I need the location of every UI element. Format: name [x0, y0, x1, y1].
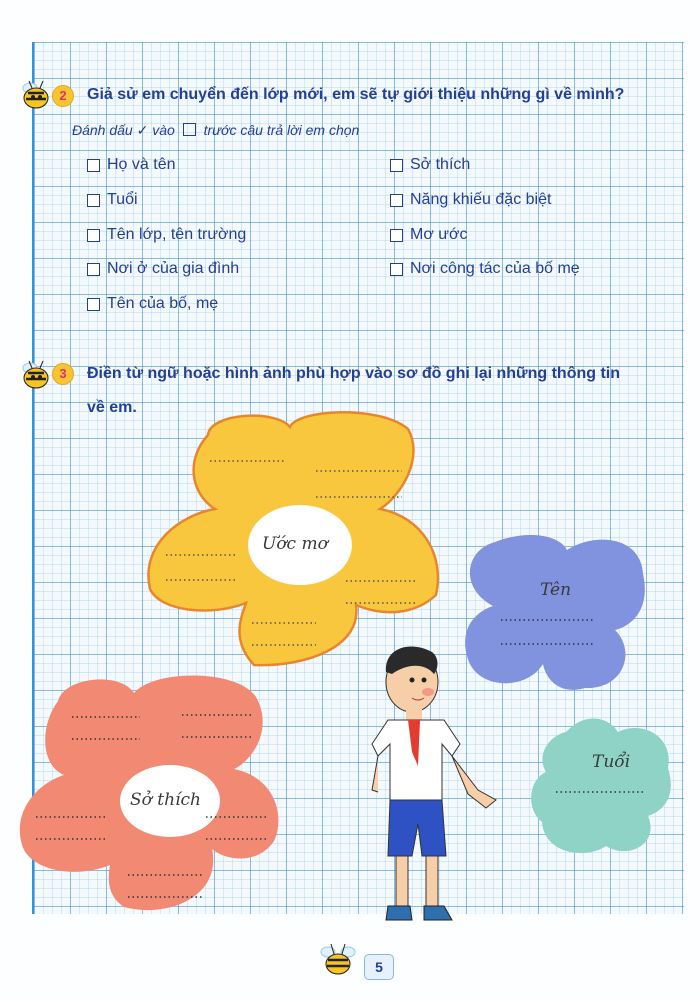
flower-dream-label: Ước mơ — [262, 534, 328, 554]
checkbox[interactable] — [390, 159, 403, 172]
option-so-thich[interactable]: Sở thích — [390, 156, 470, 174]
checkbox-icon — [183, 123, 196, 136]
option-tuoi[interactable]: Tuổi — [87, 191, 138, 209]
checkbox[interactable] — [87, 263, 100, 276]
checkbox[interactable] — [390, 194, 403, 207]
flower-age-label: Tuổi — [592, 752, 631, 772]
checkbox[interactable] — [87, 298, 100, 311]
instruction-text: trước câu trả lời em chọn — [203, 122, 360, 138]
checkbox[interactable] — [390, 229, 403, 242]
instruction-text: Đánh dấu — [72, 122, 133, 138]
checkbox[interactable] — [390, 263, 403, 276]
instruction-text: vào — [152, 122, 175, 138]
flower-age — [526, 710, 676, 860]
option-ho-va-ten[interactable]: Họ và tên — [87, 156, 175, 174]
check-icon: ✓ — [136, 122, 149, 138]
option-noi-o[interactable]: Nơi ở của gia đình — [87, 260, 239, 278]
option-ten-bo-me[interactable]: Tên của bố, mẹ — [87, 295, 218, 313]
flower-hobby-label: Sở thích — [130, 790, 201, 810]
question-3-badge: 3 — [52, 363, 74, 385]
checkbox[interactable] — [87, 229, 100, 242]
boy-illustration — [368, 640, 500, 932]
checkbox[interactable] — [87, 194, 100, 207]
question-2-instruction — [72, 122, 359, 139]
page-number: 5 — [364, 954, 394, 980]
question-2-badge: 2 — [52, 85, 74, 107]
flower-name-label: Tên — [540, 580, 572, 600]
question-2-title: Giả sử em chuyển đến lớp mới, em sẽ tự giới thiệu những gì về mình? — [87, 86, 625, 103]
option-ten-lop-ten-truong[interactable]: Tên lớp, tên trường — [87, 226, 246, 244]
question-3-title-line2: về em. — [87, 399, 137, 416]
option-noi-cong-tac[interactable]: Nơi công tác của bố mẹ — [390, 260, 580, 278]
question-3-title-line1: Điền từ ngữ hoặc hình ảnh phù hợp vào sơ đồ ghi lại những thông tin — [87, 365, 621, 382]
checkbox[interactable] — [87, 159, 100, 172]
option-mo-uoc[interactable]: Mơ ước — [390, 226, 467, 244]
option-nang-khieu[interactable]: Năng khiếu đặc biệt — [390, 191, 551, 209]
bee-icon — [318, 940, 358, 978]
